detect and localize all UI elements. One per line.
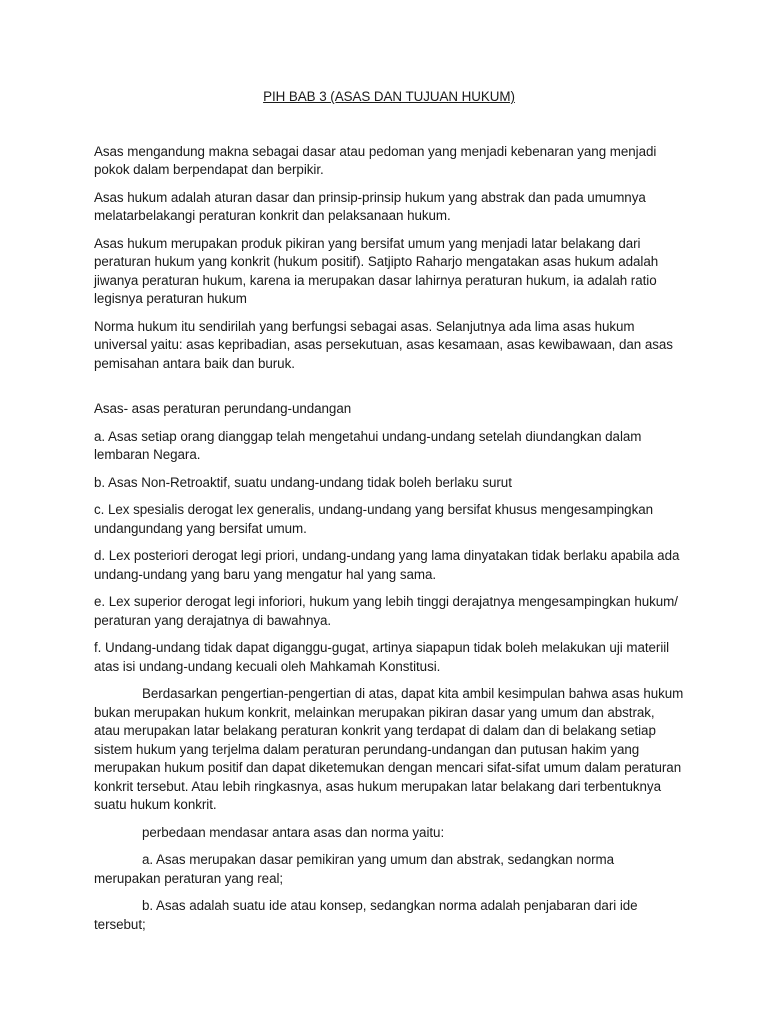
list-item-a: a. Asas setiap orang dianggap telah mengetahui undang-undang setelah diundangkan dalam lembaran Negara. [94, 428, 642, 462]
list-item-f: f. Undang-undang tidak dapat diganggu-gugat, artinya siapapun tidak boleh melakukan uji materiil atas isi undang-undang kecuali oleh Mahkamah Konstitusi. [94, 640, 670, 674]
conclusion-paragraph: Berdasarkan pengertian-pengertian di atas, dapat kita ambil kesimpulan bahwa asas hukum bukan merupakan hukum konkrit, melainkan merupakan pikiran dasar yang umum dan abstrak, atau merupakan latar belakang peraturan konkrit yang terdapat di dalam dan di belakang setiap sistem hukum yang terjelma dalam peraturan perundang-undangan dan putusan hakim yang merupakan hukum positif dan dapat diketemukan dengan mencari sifat-sifat umum dalam peraturan konkrit tersebut. Atau lebih ringkasnya, asas hukum merupakan latar belakang dari terbentuknya suatu hukum konkrit. [94, 686, 684, 812]
difference-intro: perbedaan mendasar antara asas dan norma yaitu: [142, 824, 445, 840]
intro-paragraph-3: Asas hukum merupakan produk pikiran yang bersifat umum yang menjadi latar belakang dari peraturan hukum yang konkrit (hukum positif). Satjipto Raharjo mengatakan asas hukum adalah jiwanya peraturan hukum, karena ia merupakan dasar lahirnya peraturan hukum, ia adalah ratio legisnya peraturan hukum [94, 235, 659, 306]
section-heading: Asas- asas peraturan perundang-undangan [94, 401, 352, 416]
list-item-b: b. Asas Non-Retroaktif, suatu undang-undang tidak boleh berlaku surut [94, 474, 512, 490]
list-item-c: c. Lex spesialis derogat lex generalis, undang-undang yang bersifat khusus mengesampingkan undangundang yang bersifat umum. [94, 502, 654, 536]
intro-paragraph-2: Asas hukum adalah aturan dasar dan prinsip-prinsip hukum yang abstrak dan pada umumnya melatarbelakangi peraturan konkrit dan pelaksanaan hukum. [94, 189, 646, 223]
page-title: PIH BAB 3 (ASAS DAN TUJUAN HUKUM) [263, 89, 515, 104]
list-item-d: d. Lex posteriori derogat legi priori, undang-undang yang lama dinyatakan tidak berlaku apabila ada undang-undang yang baru yang mengatur hal yang sama. [94, 548, 680, 582]
intro-paragraph-4: Norma hukum itu sendirilah yang berfungsi sebagai asas. Selanjutnya ada lima asas hukum universal yaitu: asas kepribadian, asas persekutuan, asas kesamaan, asas kewibawaan, dan asas pemisahan antara baik dan buruk. [94, 318, 673, 371]
intro-paragraph-1: Asas mengandung makna sebagai dasar atau pedoman yang menjadi kebenaran yang menjadi pokok dalam berpendapat dan berpikir. [94, 143, 657, 177]
list-item-e: e. Lex superior derogat legi inforiori, hukum yang lebih tinggi derajatnya mengesampingkan hukum/ peraturan yang derajatnya di bawahnya. [94, 594, 678, 628]
difference-item-b: b. Asas adalah suatu ide atau konsep, sedangkan norma adalah penjabaran dari ide tersebut; [94, 898, 638, 932]
difference-item-a: a. Asas merupakan dasar pemikiran yang umum dan abstrak, sedangkan norma merupakan peraturan yang real; [94, 852, 615, 886]
document-body [94, 88, 684, 943]
